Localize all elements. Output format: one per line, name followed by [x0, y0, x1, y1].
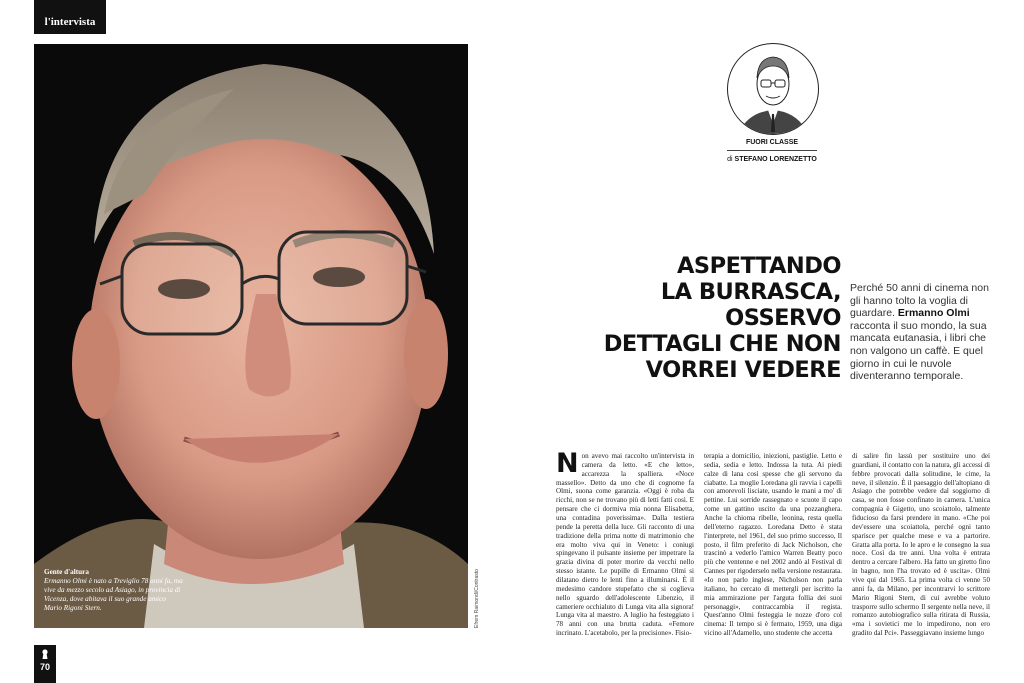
body-column-1 [556, 448, 694, 638]
byline-prefix: di [727, 156, 733, 163]
standfirst-text: racconta il suo mondo, la sua mancata eutanasia, i libri che non valgono un caffè. E quel giorno in cui le nuvole diventeranno temporale. [850, 319, 987, 383]
caption-text: Ermanno Olmi è nato a Treviglio 78 anni fa, ma vive da mezzo secolo ad Asiago, in provincia di Vicenza, dove abitava il suo grande amico Mario Rigoni Stern. [44, 577, 183, 612]
caption-title: Gente d'altura [44, 568, 89, 576]
columnist-portrait [727, 43, 819, 135]
headline-line: VORREI VEDERE [645, 357, 841, 383]
drop-cap: N [556, 448, 579, 479]
headline-line: LA BURRASCA, [660, 279, 841, 305]
body-column-3 [852, 452, 990, 638]
page-number: 70 [39, 662, 50, 672]
photo-credit: Efrem Raimondi/Contrasto [474, 569, 480, 628]
rubric-divider [727, 150, 817, 151]
standfirst [850, 282, 990, 383]
section-tag: l'intervista [34, 0, 106, 34]
photo-caption [44, 568, 184, 613]
headline [604, 253, 841, 383]
headline-line: DETTAGLI CHE NON [603, 331, 841, 357]
body-column-2 [704, 452, 842, 638]
column-rubric: FUORI CLASSE [745, 139, 799, 146]
portrait-photo [34, 44, 468, 628]
headline-line: ASPETTANDO [677, 253, 841, 279]
byline-name: STEFANO LORENZETTO [734, 156, 817, 163]
body-text: on avevo mai raccolto un'intervista in camera da letto. «E che letto», accarezza la spalliera. «Noce massello». Detto da uno che di cognome fa Olmi, suona come garanzia. «Oggi è roba da ricchi, non se ne trovano più di letti fatti così. E pensare che ci dormiva mia nonna Elisabetta, una contadina poverissima». Dalla testiera pende la peretta della luce. Gli racconto di una tradizione della prima notte di matrimonio che era molto viva qui in Veneto: i coniugi spingevano il pulsante insieme per impetrare la grazia divina di poter morire da vecchi nello stesso istante. Le pupille di Ermanno Olmi si dilatano dietro le lenti fino a illuminarsi. È il medesimo candore stupefatto che si coglieva nello sguardo dell'adolescente Libenzio, il cameriere occhialuto di Lunga vita alla signora! Lunga vita al maestro. A luglio ha festeggiato i 78 anni con una brutta caduta. «Femore incrinato. L'acetabolo, per la precisione». Fisio- [556, 452, 694, 638]
body-text: di salire fin lassù per sostituire uno dei guardiani, il contatto con la natura, gli accessi di febbre provocati dalla solitudine, le cime, la neve, il silenzio. È il paesaggio dell'altopiano di Asiago che potrebbe vedere dal soggiorno di casa, se non fosse confinato in camera. L'unica compagnia è Gigetto, uno scoiattolo, talmente fiducioso da farsi prendere in mano. «Che poi dev'essere una scoiattola, perché ogni tanto sparisce per qualche mese e va a partorire. Gratta alla porta. Io le apro e le consegno la sua noce. Così da tre anni. Una volta è entrata dentro a cercare l'albero. Ha fatto un giretto fino in bagno, non l'ha trovato ed è uscita». Olmi vive qui dal 1965. La prima volta ci venne 50 anni fa, da Milano, per incontrarvi lo scrittore Mario Rigoni Stern, di cui avrebbe voluto trasporre sullo schermo Il sergente nella neve, il romanzo autobiografico sulla ritirata di Russia, «ma i sovietici me lo impedirono, non ero gradito dal Pci». Passeggiavano insieme lungo [852, 452, 990, 638]
headline-line: OSSERVO [725, 305, 841, 331]
keyhole-icon [41, 649, 49, 659]
standfirst-name: Ermanno Olmi [897, 307, 970, 320]
standfirst-text: Perché 50 anni di cinema non gli hanno tolto la voglia di guardare. [850, 282, 989, 320]
body-text: terapia a domicilio, iniezioni, pastiglie. Letto e sedia, sedia e letto. Indossa la tuta. Ai piedi calze di lana così spesse che gli servono da ciabatte. La moglie Loredana gli ravvia i capelli con amorevoli lisciate, usando le mani a mo' di pettine. Lui sorride rassegnato e scuote il capo come un gattino uscito da una pozzanghera. Anche la chioma ribelle, leonina, resta quella dell'eterno ragazzo. Loredana Detto è stata l'interprete, nel 1961, del suo primo successo, Il posto, il film preferito di Jack Nicholson, che trascinò a vederlo l'amico Warren Beatty poco più che ventenne e nel 2002 andò al Festival di Cannes per rigoderselo nella versione restaurata. «Io non parlo inglese, Nicholson non parla italiano, ho cercato di mettergli per iscritto la mia ammirazione per l'arguta follia dei suoi personaggi», contraccambia il regista. Quest'anno Olmi festeggia le nozze d'oro col cinema: Il tempo si è fermato, 1959, una diga vicino all'Adamello, uno studente che accetta [704, 452, 842, 638]
byline [700, 156, 844, 163]
